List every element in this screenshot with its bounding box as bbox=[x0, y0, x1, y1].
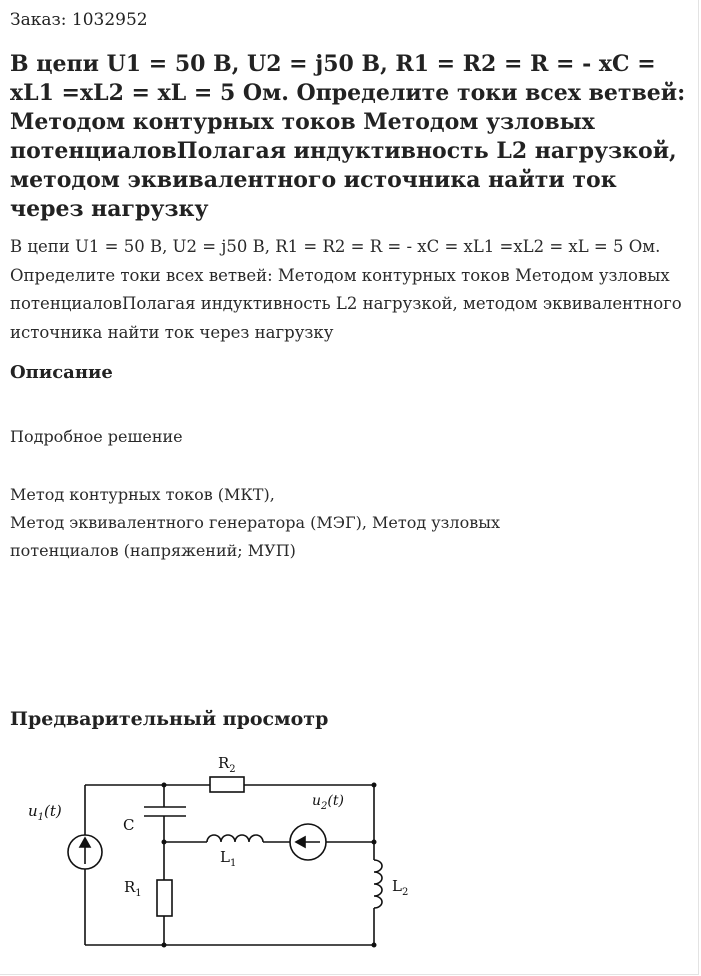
order-number: Заказ: 1032952 bbox=[10, 10, 148, 30]
task-text: В цепи U1 = 50 В, U2 = j50 В, R1 = R2 = R = - xC = xL1 =xL2 = xL = 5 Ом. Определите токи всех ветвей: Методом контурных токов Методом узловых потенциаловПолагая индуктивность L2 нагрузкой, методом эквивалентного источника найти ток через нагрузку bbox=[10, 237, 682, 342]
label-r2: $R_2$ bbox=[218, 754, 236, 775]
circuit-preview-image bbox=[0, 740, 420, 960]
resistor-r1 bbox=[157, 880, 172, 916]
inductor-l1 bbox=[207, 835, 263, 842]
label-u2: $u_2(t)$ bbox=[312, 793, 344, 812]
node bbox=[372, 840, 377, 845]
node bbox=[372, 943, 377, 948]
node bbox=[162, 840, 167, 845]
label-l2: $L_2$ bbox=[392, 877, 409, 898]
description-methods bbox=[10, 481, 610, 565]
node bbox=[162, 783, 167, 788]
label-l1: $L_1$ bbox=[220, 848, 237, 869]
preview-heading: Предварительный просмотр bbox=[10, 708, 329, 730]
description-heading: Описание bbox=[10, 362, 113, 383]
description-line: Метод эквивалентного генератора (МЭГ), Метод узловых потенциалов (напряжений; МУП) bbox=[10, 513, 500, 560]
description-line: Подробное решение bbox=[10, 427, 183, 446]
resistor-r2 bbox=[210, 777, 244, 792]
label-c: C bbox=[123, 816, 135, 834]
page-title: В цепи U1 = 50 В, U2 = j50 В, R1 = R2 = R = - xC = xL1 =xL2 = xL = 5 Ом. Определите токи всех ветвей: Методом контурных токов Методом узловых потенциаловПолагая индуктивность L2 нагрузкой, методом эквивалентного источника найти ток через нагрузку bbox=[10, 51, 686, 222]
node bbox=[162, 943, 167, 948]
description-line: Метод контурных токов (МКТ), bbox=[10, 485, 275, 504]
node bbox=[372, 783, 377, 788]
label-r1: $R_1$ bbox=[124, 878, 142, 899]
inductor-l2 bbox=[374, 860, 382, 908]
label-u1: $u_1(t)$ bbox=[28, 802, 62, 823]
